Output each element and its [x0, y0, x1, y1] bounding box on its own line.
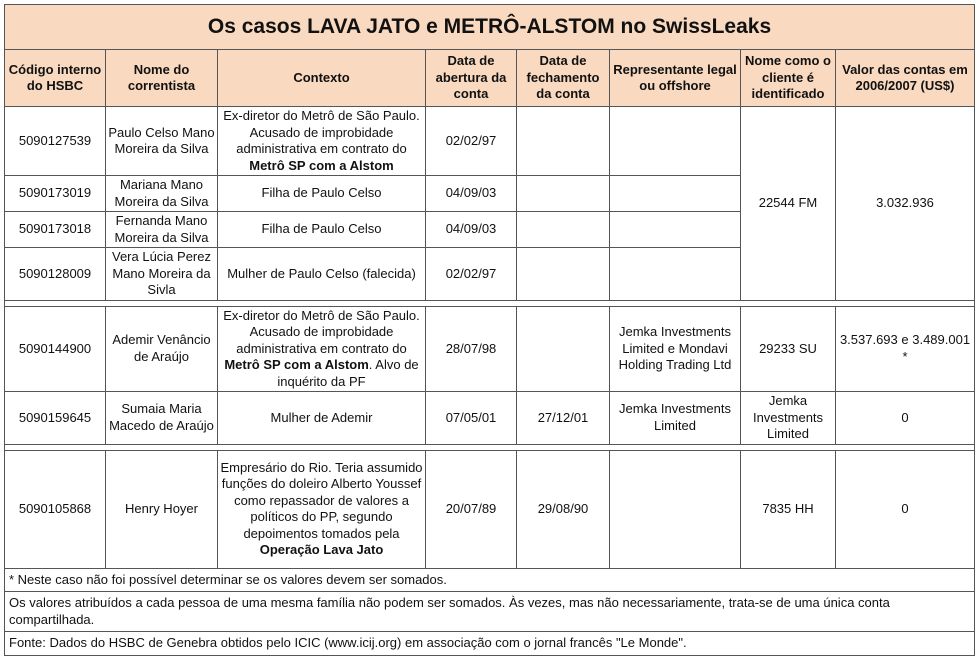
header-codigo: Código interno do HSBC	[5, 50, 106, 107]
cell-contexto: Filha de Paulo Celso	[218, 212, 426, 248]
header-row	[5, 50, 975, 107]
contexto-text: Ex-diretor do Metrô de São Paulo. Acusado de improbidade administrativa em contrato do	[223, 108, 420, 156]
cell-identificado: 22544 FM	[741, 107, 836, 301]
table-row	[5, 306, 975, 392]
cell-codigo: 5090105868	[5, 450, 106, 568]
footnote-source: Fonte: Dados do HSBC de Genebra obtidos pelo ICIC (www.icij.org) em associação com o jornal francês "Le Monde".	[5, 632, 975, 656]
cell-abertura: 20/07/89	[426, 450, 517, 568]
cell-abertura: 28/07/98	[426, 306, 517, 392]
cell-abertura: 04/09/03	[426, 176, 517, 212]
cell-valor: 3.032.936	[836, 107, 975, 301]
cell-nome: Paulo Celso Mano Moreira da Silva	[106, 107, 218, 176]
swissleaks-table	[4, 4, 975, 656]
header-fechamento: Data de fechamento da conta	[517, 50, 610, 107]
cell-representante	[610, 450, 741, 568]
cell-representante: Jemka Investments Limited	[610, 392, 741, 445]
note-row	[5, 568, 975, 592]
header-representante: Representante legal ou offshore	[610, 50, 741, 107]
header-contexto: Contexto	[218, 50, 426, 107]
cell-fechamento: 27/12/01	[517, 392, 610, 445]
cell-representante	[610, 212, 741, 248]
cell-identificado: Jemka Investments Limited	[741, 392, 836, 445]
swissleaks-table-container	[4, 4, 974, 656]
header-nome: Nome do correntista	[106, 50, 218, 107]
contexto-text-post: . Alvo de inquérito da PF	[277, 357, 419, 389]
cell-nome: Fernanda Mano Moreira da Silva	[106, 212, 218, 248]
cell-valor: 3.537.693 e 3.489.001 *	[836, 306, 975, 392]
cell-representante	[610, 248, 741, 301]
cell-codigo: 5090159645	[5, 392, 106, 445]
cell-fechamento	[517, 248, 610, 301]
title-row	[5, 5, 975, 50]
footnote-asterisk: * Neste caso não foi possível determinar se os valores devem ser somados.	[5, 568, 975, 592]
table-row	[5, 392, 975, 445]
note-row	[5, 592, 975, 632]
contexto-bold: Metrô SP com a Alstom	[224, 357, 369, 372]
cell-fechamento	[517, 176, 610, 212]
cell-fechamento	[517, 212, 610, 248]
cell-codigo: 5090127539	[5, 107, 106, 176]
cell-valor: 0	[836, 392, 975, 445]
footnote-family: Os valores atribuídos a cada pessoa de uma mesma família não podem ser somados. Às vezes, mas não necessariamente, trata-se de uma única conta compartilhada.	[5, 592, 975, 632]
header-valor: Valor das contas em 2006/2007 (US$)	[836, 50, 975, 107]
cell-codigo: 5090144900	[5, 306, 106, 392]
cell-representante	[610, 107, 741, 176]
cell-nome: Sumaia Maria Macedo de Araújo	[106, 392, 218, 445]
cell-contexto: Mulher de Ademir	[218, 392, 426, 445]
cell-codigo: 5090128009	[5, 248, 106, 301]
cell-representante: Jemka Investments Limited e Mondavi Holding Trading Ltd	[610, 306, 741, 392]
table-row	[5, 450, 975, 568]
contexto-bold: Metrô SP com a Alstom	[249, 157, 394, 173]
cell-contexto	[218, 306, 426, 392]
cell-representante	[610, 176, 741, 212]
cell-nome: Mariana Mano Moreira da Silva	[106, 176, 218, 212]
cell-nome: Ademir Venâncio de Araújo	[106, 306, 218, 392]
cell-codigo: 5090173019	[5, 176, 106, 212]
cell-abertura: 02/02/97	[426, 107, 517, 176]
note-row	[5, 632, 975, 656]
cell-identificado: 29233 SU	[741, 306, 836, 392]
cell-contexto	[218, 107, 426, 176]
contexto-bold: Operação Lava Jato	[259, 542, 384, 557]
cell-valor: 0	[836, 450, 975, 568]
contexto-text: Ex-diretor do Metrô de São Paulo. Acusado de improbidade administrativa em contrato do	[223, 307, 420, 356]
cell-contexto: Filha de Paulo Celso	[218, 176, 426, 212]
cell-fechamento	[517, 306, 610, 392]
cell-nome: Henry Hoyer	[106, 450, 218, 568]
cell-contexto	[218, 450, 426, 568]
cell-abertura: 07/05/01	[426, 392, 517, 445]
table-row	[5, 107, 975, 176]
contexto-text: Empresário do Rio. Teria assumido funções do doleiro Alberto Youssef como repassador de valores a políticos do PP, segundo depoimentos tomados pela	[220, 459, 423, 541]
cell-fechamento	[517, 107, 610, 176]
cell-nome: Vera Lúcia Perez Mano Moreira da Sivla	[106, 248, 218, 301]
cell-contexto: Mulher de Paulo Celso (falecida)	[218, 248, 426, 301]
cell-fechamento: 29/08/90	[517, 450, 610, 568]
table-title: Os casos LAVA JATO e METRÔ-ALSTOM no SwissLeaks	[5, 5, 975, 50]
cell-identificado: 7835 HH	[741, 450, 836, 568]
header-abertura: Data de abertura da conta	[426, 50, 517, 107]
cell-abertura: 04/09/03	[426, 212, 517, 248]
header-identificado: Nome como o cliente é identificado	[741, 50, 836, 107]
cell-codigo: 5090173018	[5, 212, 106, 248]
cell-abertura: 02/02/97	[426, 248, 517, 301]
